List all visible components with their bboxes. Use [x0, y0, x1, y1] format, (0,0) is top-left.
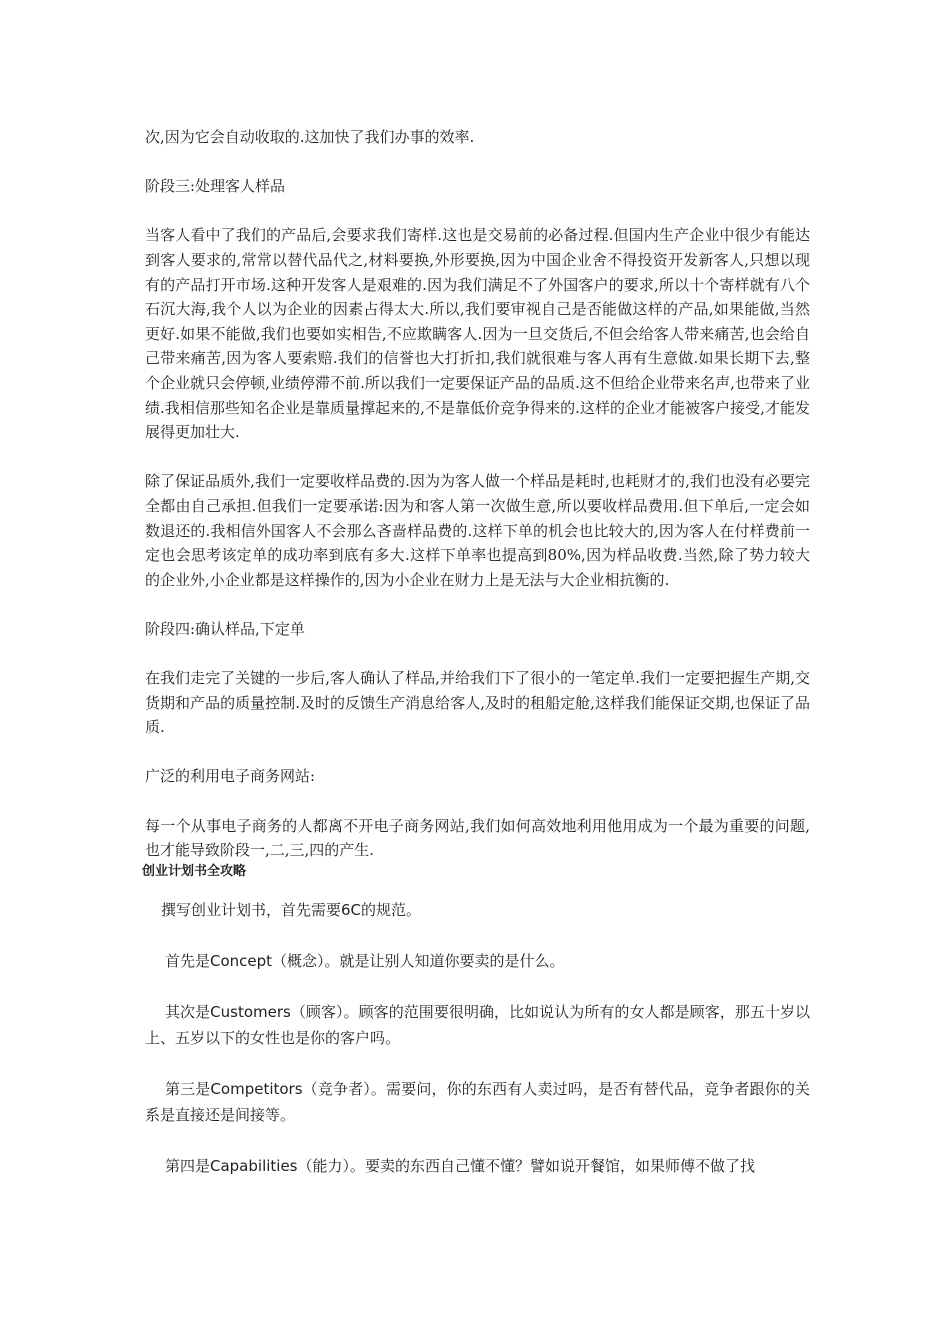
paragraph-confirm-order: 在我们走完了关键的一步后,客人确认了样品,并给我们下了很小的一笔定单.我们一定要把握生产期,交货期和产品的质量控制.及时的反馈生产消息给客人,及时的租船定舱,这样我们能保证交期,也保证了品质. [145, 669, 810, 737]
paragraph-ecommerce: 每一个从事电子商务的人都离不开电子商务网站,我们如何高效地利用他用成为一个最为重要的问题,也才能导致阶段一,二,三,四的产生. [145, 816, 810, 860]
paragraph-sample-fee: 除了保证品质外,我们一定要收样品费的.因为为客人做一个样品是耗时,也耗财才的,我们也没有必要完全都由自己承担.但我们一定要承诺:因为和客人第一次做生意,所以要收样品费用.但下单后,一定会如数退还的.我相信外国客人不会那么吝啬样品费的.这样下单的机会也比较大的,因为客人在付样费前一定也会思考该定单的成功率到底有多大.这样下单率也提高到80%,因为样品收费.当然,除了势力较大的企业外,小企业都是这样操作的,因为小企业在财力上是无法与大企业相抗衡的. [145, 472, 810, 589]
paragraph-sample-handling: 当客人看中了我们的产品后,会要求我们寄样.这也是交易前的必备过程.但国内生产企业中很少有能达到客人要求的,常常以替代品代之,材料要换,外形要换,因为中国企业舍不得投资开发新客人,只想以现有的产品打开市场.这种开发客人是艰难的.因为我们满足不了外国客户的要求,所以十个寄样就有八个石沉大海,我个人以为企业的因素占得太大.所以,我们要审视自己是否能做这样的产品,如果能做,当然更好.如果不能做,我们也要如实相告,不应欺瞒客人.因为一旦交货后,不但会给客人带来痛苦,也会给自己带来痛苦,因为客人要索赔.我们的信誉也大打折扣,我们就很难与客人再有生意做.如果长期下去,整个企业就只会停顿,业绩停滞不前.所以我们一定要保证产品的品质.这不但给企业带来名声,也带来了业绩.我相信那些知名企业是靠质量撑起来的,不是靠低价竞争得来的.这样的企业才能被客户接受,才能发展得更加壮大. [145, 226, 810, 442]
heading-stage-three: 阶段三:处理客人样品 [145, 177, 286, 196]
plan-paragraph-customers: 其次是Customers（顾客）。顾客的范围要很明确，比如说认为所有的女人都是顾客，那五十岁以上、五岁以下的女性也是你的客户吗。 [145, 1002, 810, 1047]
paragraph-intro-tail: 次,因为它会自动收取的.这加快了我们办事的效率. [145, 128, 475, 146]
heading-ecommerce-sites: 广泛的利用电子商务网站: [145, 767, 316, 786]
plan-title: 创业计划书全攻略 [142, 863, 247, 879]
document-body [142, 125, 810, 1204]
plan-paragraph-competitors: 第三是Competitors（竞争者）。需要问，你的东西有人卖过吗，是否有替代品，竞争者跟你的关系是直接还是间接等。 [145, 1079, 810, 1124]
plan-paragraph-6c: 撰写创业计划书，首先需要6C的规范。 [161, 900, 422, 919]
plan-paragraph-capabilities: 第四是Capabilities（能力）。要卖的东西自己懂不懂？譬如说开餐馆，如果师傅不做了找 [165, 1156, 755, 1175]
heading-stage-four: 阶段四:确认样品,下定单 [145, 619, 305, 638]
business-plan-section [145, 897, 810, 1179]
plan-paragraph-concept: 首先是Concept（概念）。就是让别人知道你要卖的是什么。 [165, 951, 565, 970]
